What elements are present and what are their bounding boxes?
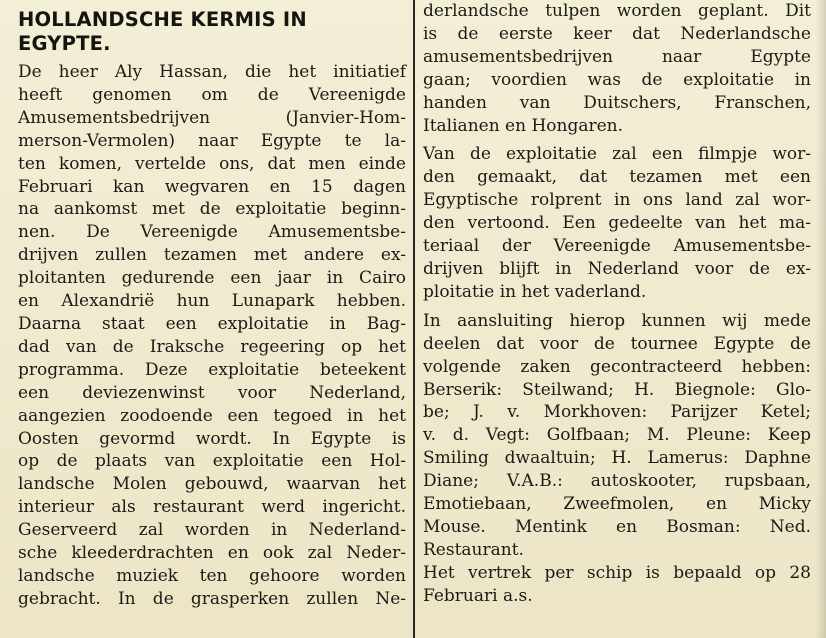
article-paragraph-continuation (423, 0, 811, 137)
text-line: ploitanten gedurende een jaar in Cairo (18, 268, 406, 289)
text-line: op de plaats van exploitatie een Hol- (18, 451, 406, 472)
text-line: interieur als restaurant werd ingericht. (18, 497, 406, 518)
text-line: drijven blijft in Nederland voor de ex- (423, 258, 811, 279)
text-line: Italianen en Hongaren. (423, 115, 624, 136)
text-line: v. d. Vegt: Golfbaan; M. Pleune: Keep (423, 425, 811, 446)
text-line: ploitatie in het vaderland. (423, 281, 647, 302)
text-line: Smiling dwaaltuin; H. Lamerus: Daphne (423, 448, 811, 469)
article-paragraph-film (423, 143, 811, 303)
headline-line: HOLLANDSCHE KERMIS IN (18, 8, 307, 31)
left-column (18, 0, 406, 611)
text-line: Oosten gevormd wordt. In Egypte is (18, 428, 406, 449)
text-line: gaan; voordien was de exploitatie in (423, 69, 811, 90)
text-line: sche kleederdrachten en ook zal Neder- (18, 543, 406, 564)
article-paragraph-departure (423, 562, 811, 608)
page-edge-shadow (816, 0, 826, 638)
text-line: Februari a.s. (423, 585, 533, 606)
text-line: Diane; V.A.B.: autoskooter, rupsbaan, (423, 471, 811, 492)
text-line: deelen dat voor de tournee Egypte de (423, 333, 811, 354)
text-line: Emotiebaan, Zweefmolen, en Micky (423, 494, 811, 515)
text-line: In aansluiting hierop kunnen wij mede (423, 310, 811, 331)
right-column (423, 0, 811, 608)
text-line: na aankomst met de exploitatie beginn- (18, 199, 406, 220)
text-line: be; J. v. Morkhoven: Parijzer Ketel; (423, 402, 811, 423)
text-line: den vertoond. Een gedeelte van het ma- (423, 213, 811, 234)
text-line: ten komen, vertelde ons, dat men einde (18, 153, 406, 174)
text-line: Amusementsbedrijven (Janvier-Hom- (18, 107, 406, 128)
text-line: Het vertrek per schip is bepaald op 28 (423, 562, 811, 583)
article-paragraph-intro (18, 61, 406, 611)
text-line: Berserik: Steilwand; H. Biegnole: Glo- (423, 379, 811, 400)
text-line: landsche muziek ten gehoore worden (18, 565, 406, 586)
text-line: heeft genomen om de Vereenigde (18, 84, 406, 105)
text-line: Februari kan wegvaren en 15 dagen (18, 176, 406, 197)
text-line: landsche Molen gebouwd, waarvan het (18, 474, 406, 495)
text-line: den gemaakt, dat tezamen met een (423, 167, 811, 188)
article-headline (18, 8, 406, 56)
text-line: Daarna staat een exploitatie in Bag- (18, 313, 406, 334)
text-line: Van de exploitatie zal een filmpje wor- (423, 144, 811, 165)
article-paragraph-contracts (423, 310, 811, 562)
text-line: gebracht. In de grasperken zullen Ne- (18, 588, 406, 609)
text-line: drijven zullen tezamen met andere ex- (18, 245, 406, 266)
text-line: Mouse. Mentink en Bosman: Ned. (423, 516, 811, 537)
text-line: volgende zaken gecontracteerd hebben: (423, 356, 811, 377)
text-line: Geserveerd zal worden in Nederland- (18, 520, 406, 541)
text-line: teriaal der Vereenigde Amusementsbe- (423, 236, 811, 257)
text-line: merson-Vermolen) naar Egypte te la- (18, 130, 406, 151)
text-line: en Alexandrië hun Lunapark hebben. (18, 291, 406, 312)
text-line: programma. Deze exploitatie beteekent (18, 359, 406, 380)
text-line: handen van Duitschers, Franschen, (423, 92, 811, 113)
text-line: Egyptische rolprent in ons land zal wor- (423, 190, 811, 211)
text-line: derlandsche tulpen worden geplant. Dit (423, 1, 811, 21)
column-divider (413, 0, 415, 638)
text-line: is de eerste keer dat Nederlandsche (423, 23, 811, 44)
text-line: nen. De Vereenigde Amusementsbe- (18, 222, 406, 243)
headline-line: EGYPTE. (18, 32, 111, 55)
text-line: De heer Aly Hassan, die het initiatief (18, 62, 406, 82)
text-line: dad van de Iraksche regeering op het (18, 336, 406, 357)
text-line: amusementsbedrijven naar Egypte (423, 46, 811, 67)
text-line: aangezien zoodoende een tegoed in het (18, 405, 406, 426)
text-line: Restaurant. (423, 539, 524, 560)
text-line: een deviezenwinst voor Nederland, (18, 382, 406, 403)
